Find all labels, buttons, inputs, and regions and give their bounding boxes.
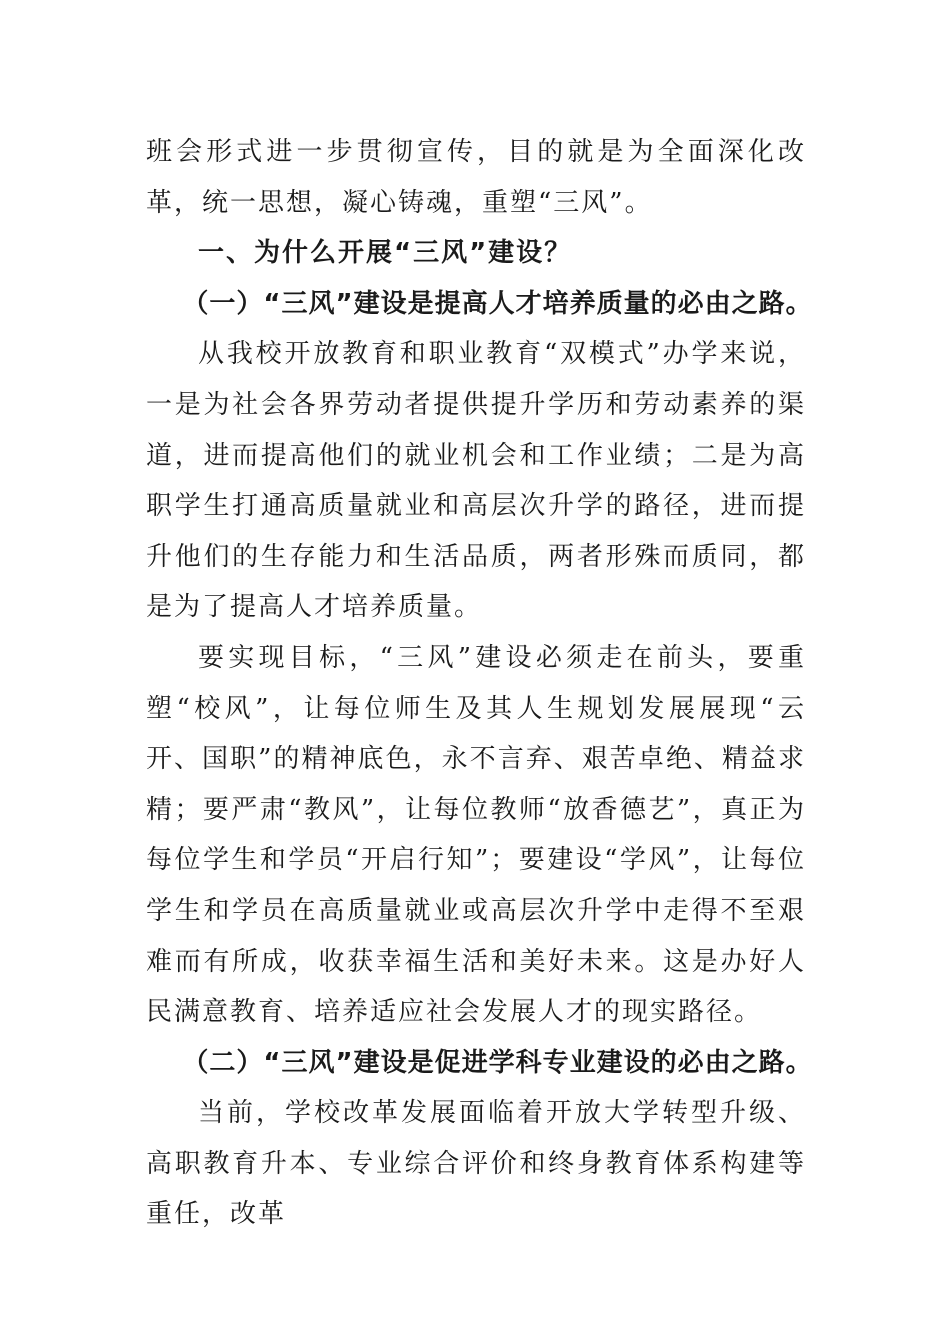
document-body <box>146 127 813 1240</box>
paragraph-dual-mode: 从我校开放教育和职业教育“双模式”办学来说，一是为社会各界劳动者提供提升学历和劳动素养的渠道，进而提高他们的就业机会和工作业绩；二是为高职学生打通高质量就业和高层次升学的路径，进而提升他们的生存能力和生活品质，两者形殊而质同，都是为了提高人才培养质量。 <box>146 339 806 623</box>
subsection-heading-2: （二）“三风”建设是促进学科专业建设的必由之路。 <box>182 1047 813 1078</box>
subsection-heading-1: （一）“三风”建设是提高人才培养质量的必由之路。 <box>182 288 813 319</box>
paragraph-continuation: 班会形式进一步贯彻宣传，目的就是为全面深化改革，统一思想，凝心铸魂，重塑“三风”。 <box>146 137 806 218</box>
paragraph-current-reform: 当前，学校改革发展面临着开放大学转型升级、高职教育升本、专业综合评价和终身教育体系构建等重任，改革 <box>146 1098 806 1230</box>
paragraph-three-styles-goal: 要实现目标，“三风”建设必须走在前头，要重塑“校风”，让每位师生及其人生规划发展展现“云开、国职”的精神底色，永不言弃、艰苦卓绝、精益求精；要严肃“教风”，让每位教师“放香德艺”，真正为每位学生和学员“开启行知”；要建设“学风”，让每位学生和学员在高质量就业或高层次升学中走得不至艰难而有所成，收获幸福生活和美好未来。这是办好人民满意教育、培养适应社会发展人才的现实路径。 <box>146 642 806 1028</box>
section-heading-1: 一、为什么开展“三风”建设？ <box>198 238 573 269</box>
